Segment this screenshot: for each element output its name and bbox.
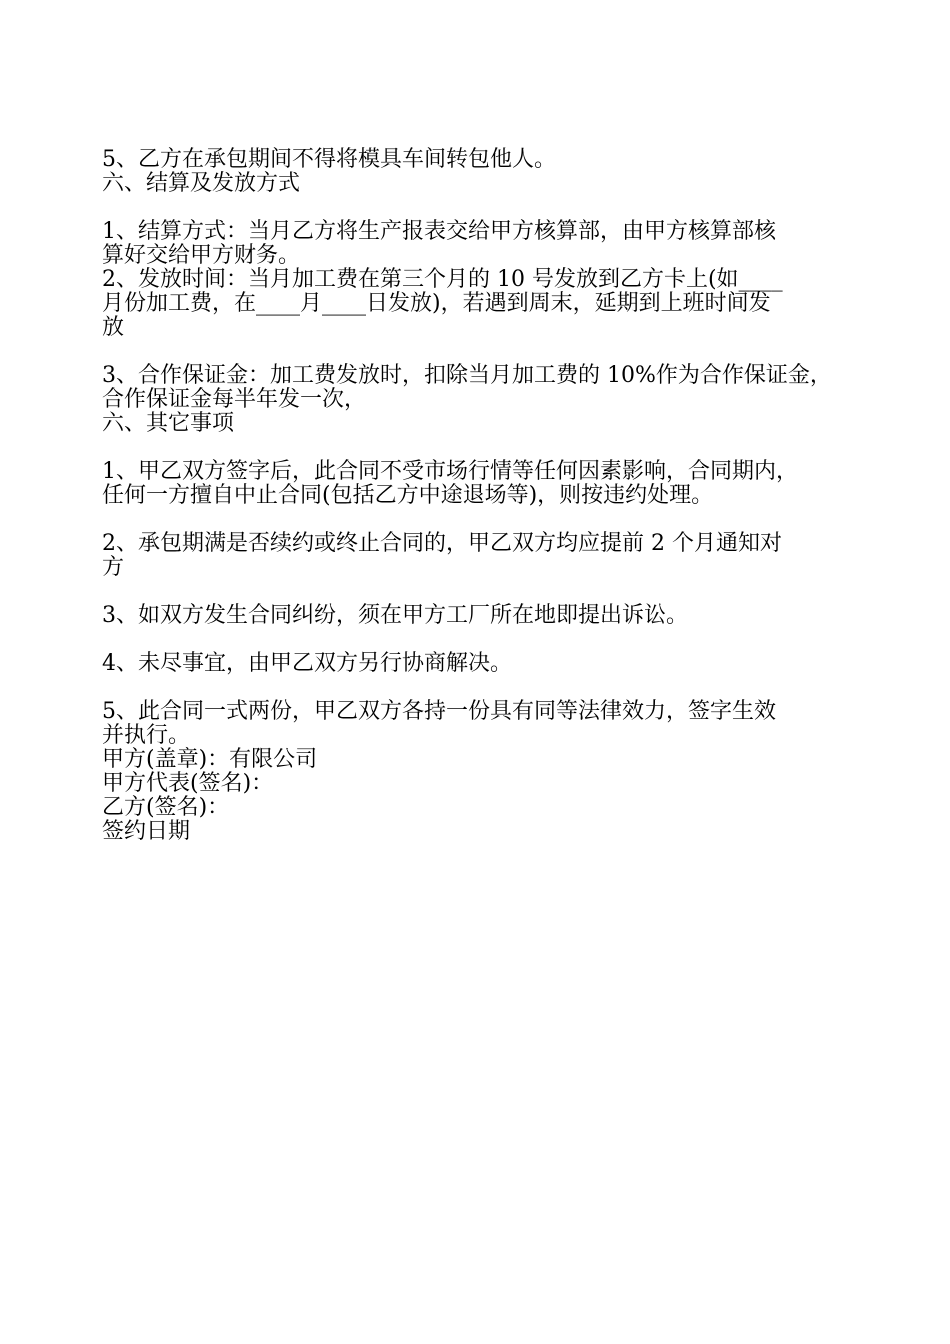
blank-line <box>102 676 862 700</box>
payment-time-line-3: 放 <box>102 315 125 340</box>
blank-line <box>102 628 862 652</box>
blank-line <box>102 508 862 532</box>
section-heading-settlement: 六、结算及发放方式 <box>102 171 301 196</box>
blank-line <box>102 196 862 220</box>
section-heading-other-matters: 六、其它事项 <box>102 411 235 436</box>
blank-line <box>102 580 862 604</box>
payment-time-line-1: 2、发放时间：当月加工费在第三个月的 10 号发放到乙方卡上(如____ <box>102 267 783 292</box>
other-clause-5-line-2: 并执行。 <box>102 723 191 748</box>
signing-date: 签约日期 <box>102 819 191 844</box>
other-clause-2-line-1: 2、承包期满是否续约或终止合同的，甲乙双方均应提前 2 个月通知对 <box>102 531 782 556</box>
party-b-signature: 乙方(签名)： <box>102 795 230 820</box>
blank-line <box>102 340 862 364</box>
other-clause-4: 4、未尽事宜，由甲乙双方另行协商解决。 <box>102 651 512 676</box>
clause-5-no-subcontract: 5、乙方在承包期间不得将模具车间转包他人。 <box>102 147 556 172</box>
other-clause-2-line-2: 方 <box>102 555 125 580</box>
settlement-method-line-2: 算好交给甲方财务。 <box>102 243 301 268</box>
other-clause-1-line-1: 1、甲乙双方签字后，此合同不受市场行情等任何因素影响，合同期内， <box>102 459 798 484</box>
deposit-line-1: 3、合作保证金：加工费发放时，扣除当月加工费的 10%作为合作保证金， <box>102 363 832 388</box>
party-a-seal: 甲方(盖章)：有限公司 <box>102 747 318 772</box>
other-clause-1-line-2: 任何一方擅自中止合同(包括乙方中途退场等)，则按违约处理。 <box>102 483 714 508</box>
payment-time-line-2: 月份加工费，在____月____日发放)，若遇到周末，延期到上班时间发 <box>102 291 771 316</box>
party-a-representative-signature: 甲方代表(签名)： <box>102 771 274 796</box>
settlement-method-line-1: 1、结算方式：当月乙方将生产报表交给甲方核算部，由甲方核算部核 <box>102 219 776 244</box>
other-clause-3: 3、如双方发生合同纠纷，须在甲方工厂所在地即提出诉讼。 <box>102 603 688 628</box>
other-clause-5-line-1: 5、此合同一式两份，甲乙双方各持一份具有同等法律效力，签字生效 <box>102 699 776 724</box>
document-body <box>102 148 862 844</box>
blank-line <box>102 436 862 460</box>
deposit-line-2: 合作保证金每半年发一次， <box>102 387 367 412</box>
